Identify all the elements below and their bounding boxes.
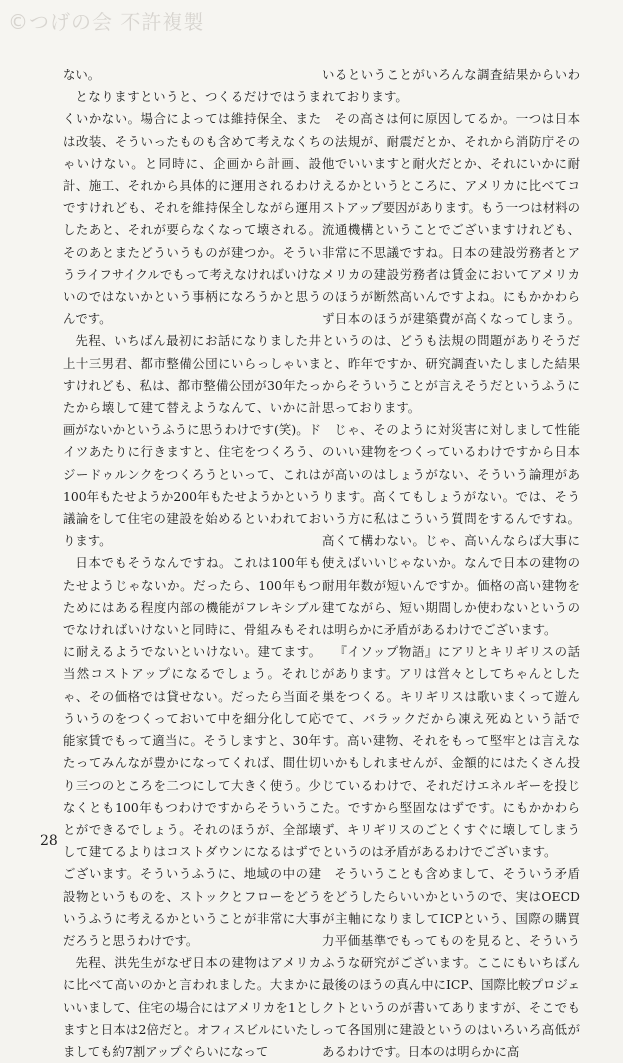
paragraph: となりますというと、つくるだけではうまくいかない。場合によっては維持保全、または改装、そういったものも含めて考えなくちゃいけない。と同時に、企画から計画、設計、施工、それから具体的に運用されるわけですけれども、それを維持保全しながら運用したあと、それが要らなくなって壊される。そのあとまたどういうものが建つか。そういうライフサイクルでもって考えなければいけないのではないかという事柄になろうかと思うんです。 — [63, 89, 321, 327]
paragraph: ない。 — [63, 67, 101, 82]
paragraph: いるということがいろんな調査結果からいわれております。 — [322, 67, 580, 105]
paragraph: そういうことも含めまして、そういう矛盾をどうしたらいいかというので、実はOECDが主軸になりましてICPという、国際の購買力平価基準でもってものを見ると、そういうふうな研究がございます。ここにもいちばん最後のほうの真ん中にICP、国際比較プロジェクトというのが書いてありますが、そこでもって各国別に建設というのはいろいろ高低があるわけです。日本のは明らかに高 — [322, 866, 580, 1059]
right-column — [322, 64, 580, 1063]
paragraph: 先程、いちばん最初にお話になりました井上十三男君、都市整備公団にいらっしゃいますけれども、私は、都市整備公団が30年たったから壊して建て替えようなんて、いかに計画がないかというふうに思うわけです(笑)。ドイツあたりに行きますと、住宅をつくろう、ジードゥルンクをつくろうといって、これは100年もたせようか200年もたせようかという議論をして住宅の建設を始めるといわれております。 — [63, 333, 321, 549]
paragraph: じゃ、そのように対災害に対しまして性能のいい建物をつくっているわけですから日本が高いのはしょうがない、そういう論理があります。高くてもしょうがない。では、そういう方に私はこういう質問をするんですね。高くて構わない。じゃ、高いんならば大事に使えばいいじゃないか。なんで日本の建物の耐用年数が短いんですか。価格の高い建物を建てながら、短い期間しか使わないというのは明らかに矛盾があるわけでございます。 — [322, 422, 580, 638]
paragraph: その高さは何に原因してるか。一つは日本の法規が、耐震だとか、それから消防庁その他でいいますと耐火だとか、それにいかに耐えるかというところに、アメリカに比べてコストアップ要因があります。もう一つは材料の流通機構ということでございますけれども、非常に不思議ですね。日本の建設労務者とアメリカの建設労務者は賃金においてアメリカのほうが断然高いんですよね。にもかかわらず日本のほうが建築費が高くなってしまう。というのは、どうも法規の問題がありそうだと、昨年ですか、研究調査いたしました結果からそういうことが言えそうだというふうに思っております。 — [322, 111, 580, 416]
paragraph: 『イソップ物語』にアリとキリギリスの話があります。アリは営々としてちゃんとした巣をつくる。キリギリスは歌いまくって遊んでて、バラックだから凍え死ぬという話です。高い建物、それをもって堅牢とは言えないかもしれませんが、金額的にはたくさん投じているわけで、それだけエネルギーを投じた。ですから堅固なはずです。にもかかわらず、キリギリスのごとくすぐに壊してしまうというのは矛盾があるわけでございます。 — [322, 644, 580, 860]
paragraph: 日本でもそうなんですね。これは100年もたせようじゃないか。だったら、100年もつためにはある程度内部の機能がフレキシブルでなければいけないと同時に、骨組みもそれに耐えるようでないといけない。建てます。当然コストアップになるでしょう。それじゃ、その価格では貸せない。だったら当面そういうのをつくっておいて中を細分化して応能家賃でもって適当に。そうしますと、30年たってみんなが豊かになってくれば、間仕切り三つのところを二つにして大きく使う。少なくとも100年もつわけですからそういうことができるでしょう。それのほうが、全部壊して建てるよりはコストダウンになるはずでございます。そういうふうに、地域の中の建設物というものを、ストックとフローをどういうふうに考えるかということが非常に大事だろうと思うわけです。 — [63, 555, 321, 948]
left-column — [63, 64, 321, 1063]
page-number: 28 — [40, 833, 58, 849]
watermark: ©つげの会 不許複製 — [8, 10, 205, 34]
paragraph: 先程、洪先生がなぜ日本の建物はアメリカに比べて高いのかと言われました。大まかにいいまして、住宅の場合にはアメリカを1としますと日本は2倍だと。オフィスビルにいたしましても約7割アップぐらいになって — [63, 955, 321, 1059]
